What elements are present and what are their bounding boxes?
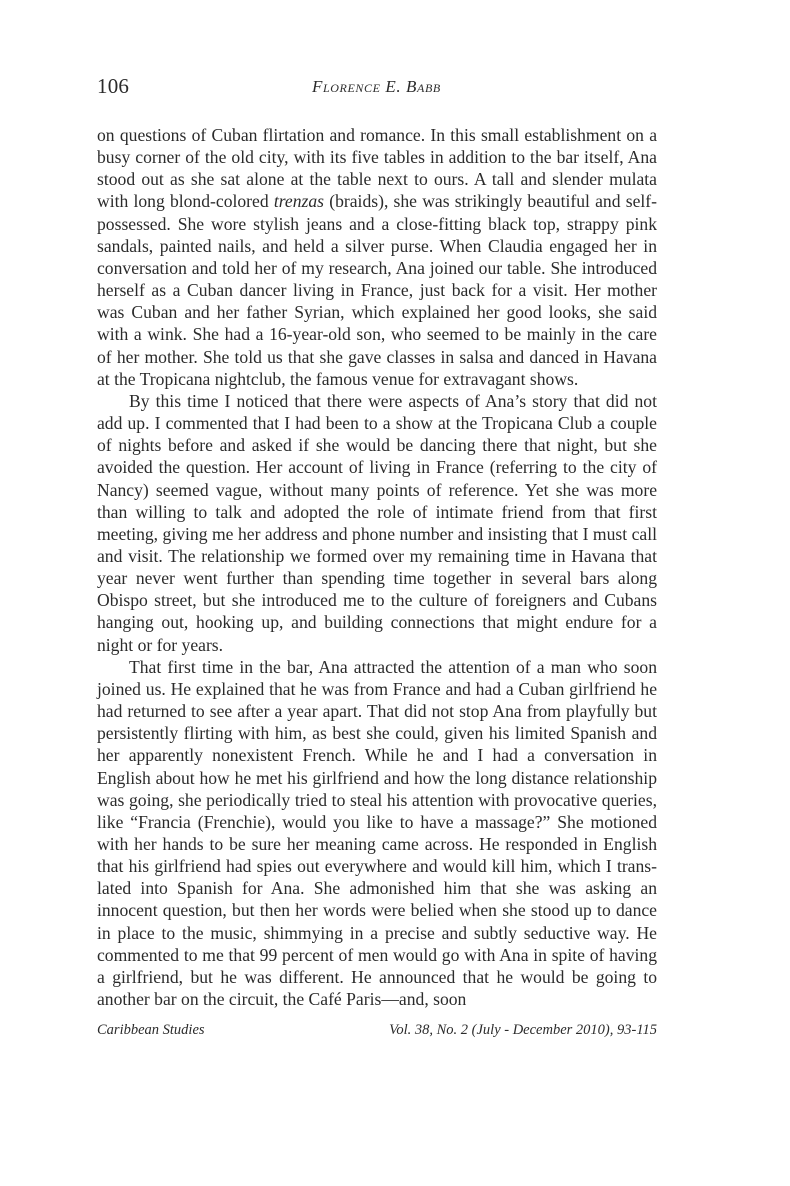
page-number: 106 bbox=[97, 74, 130, 98]
paragraph-3: That first time in the bar, Ana attracted the attention of a man who soon joined us. He explained that he was from France and had a Cuban girlfriend he had returned to see after a year apart. That did not stop Ana from playfully but persistently flirting with him, as best she could, given his limited Spanish and her apparently nonexistent French. While he and I had a conversation in English about how he met his girlfriend and how the long distance relationship was going, she periodically tried to steal his attention with provocative queries, like “Francia (Frenchie), would you like to have a massage?” She motioned with her hands to be sure her meaning came across. He responded in English that his girlfriend had spies out everywhere and would kill him, which I translated into Spanish for Ana. She admonished him that she was asking an innocent question, but then her words were belied when she stood up to dance in place to the music, shimmying in a precise and subtly seductive way. He commented to me that 99 percent of men would go with Ana in spite of having a girlfriend, but he was different. He announced that he would be going to another bar on the circuit, the Café Paris—and, soon bbox=[97, 656, 657, 1010]
paragraph-1-text-a: on questions of Cuban flirtation and romance. In this small establishment on a busy corner of the old city, with its five tables in addition to the bar itself, Ana stood out as she sat alone at the table next to ours. A tall and slender mulata with long blond-colored bbox=[97, 125, 657, 212]
page-footer bbox=[97, 1022, 657, 1042]
paragraph-2: By this time I noticed that there were aspects of Ana’s story that did not add up. I commented that I had been to a show at the Tropicana Club a couple of nights before and asked if she would be dancing there that night, but she avoided the question. Her account of living in France (referring to the city of Nancy) seemed vague, without many points of reference. Yet she was more than willing to talk and adopted the role of intimate friend from that first meeting, giving me her address and phone number and insisting that I must call and visit. The relationship we formed over my remaining time in Havana that year never went further than spending time together in several bars along Obispo street, but she introduced me to the culture of foreigners and Cubans hanging out, hooking up, and building connections that might endure for a night or for years. bbox=[97, 390, 657, 655]
running-head-author: Florence E. Babb bbox=[312, 77, 441, 96]
body-text bbox=[97, 124, 657, 1010]
footer-citation: Vol. 38, No. 2 (July - December 2010), 93-115 bbox=[389, 1022, 657, 1038]
paragraph-1 bbox=[97, 124, 657, 390]
running-header bbox=[97, 74, 657, 104]
italic-term-trenzas: trenzas bbox=[273, 191, 325, 212]
paragraph-1-text-b: (braids), she was strikingly beautiful and self-possessed. She wore stylish jeans and a close-fitting black top, strappy pink sandals, painted nails, and held a silver purse. When Claudia engaged her in conversation and told her of my research, Ana joined our table. She introduced herself as a Cuban dancer living in France, just back for a visit. Her mother was Cuban and her father Syrian, which explained her good looks, she said with a wink. She had a 16-year-old son, who seemed to be mainly in the care of her mother. She told us that she gave classes in salsa and danced in Havana at the Tropicana nightclub, the famous venue for extravagant shows. bbox=[97, 191, 657, 389]
footer-journal-name: Caribbean Studies bbox=[97, 1022, 205, 1038]
